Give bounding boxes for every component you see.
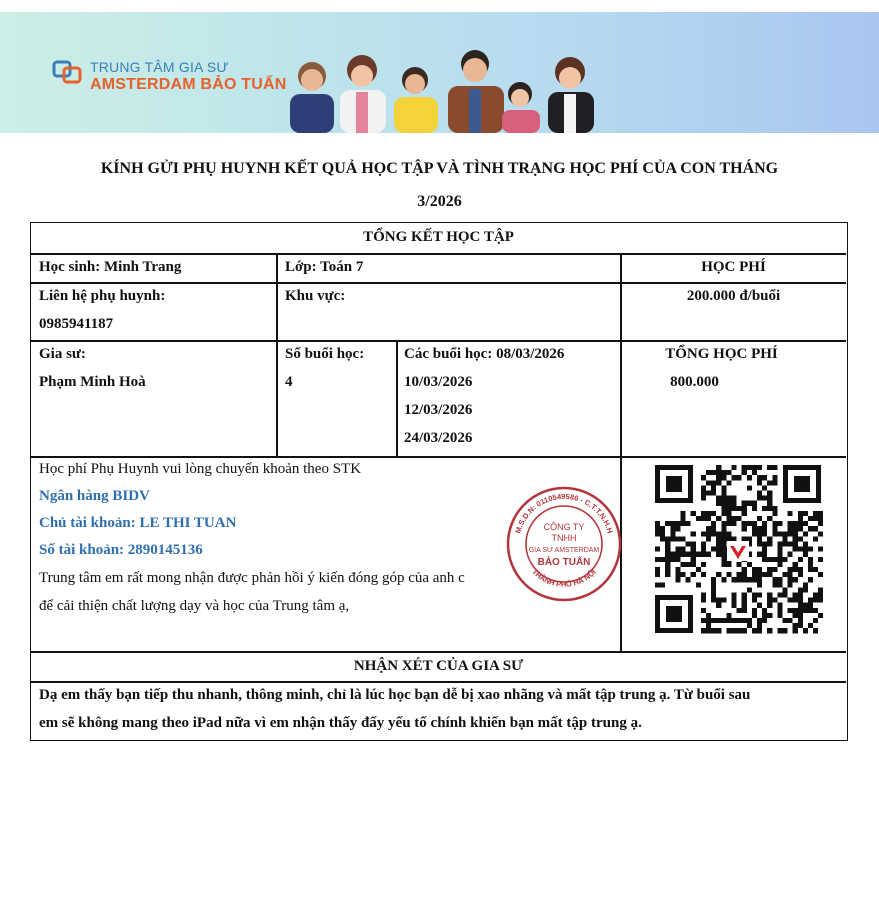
comment-title: NHẬN XÉT CỦA GIA SƯ bbox=[353, 658, 524, 674]
brand-name-top: TRUNG TÂM GIA SƯ bbox=[90, 59, 229, 75]
class-name: Lớp: Toán 7 bbox=[285, 259, 364, 275]
page-title-month: 3/2026 bbox=[417, 193, 462, 210]
session-date: 10/03/2026 bbox=[404, 374, 473, 390]
tutor-label: Gia sư: bbox=[39, 346, 86, 362]
sessions-dates-label: Các buổi học: 08/03/2026 bbox=[404, 346, 565, 362]
qr-code bbox=[653, 463, 823, 635]
tutor-name: Phạm Minh Hoà bbox=[39, 374, 146, 390]
svg-text:THÀNH PHỐ HÀ NỘI: THÀNH PHỐ HÀ NỘI bbox=[530, 567, 598, 589]
header-banner bbox=[0, 12, 879, 133]
total-fee-header: TỔNG HỌC PHÍ bbox=[665, 346, 778, 362]
session-date: 24/03/2026 bbox=[404, 430, 473, 446]
parent-contact-label: Liên hệ phụ huynh: bbox=[39, 288, 166, 304]
svg-text:M.S.D.N: 0110549586 - C.T.T.N.: M.S.D.N: 0110549586 - C.T.T.N.H.H bbox=[513, 491, 615, 535]
page-title: KÍNH GỬI PHỤ HUYNH KẾT QUẢ HỌC TẬP VÀ TÌNH TRẠNG HỌC PHÍ CỦA CON THÁNG bbox=[100, 160, 779, 177]
section-title: TỔNG KẾT HỌC TẬP bbox=[363, 229, 514, 245]
tutor-comment-line2: em sẽ không mang theo iPad nữa vì em nhận thấy đấy yếu tố chính khiến bạn mất tập trung ạ. bbox=[39, 715, 642, 731]
tutor-comment-line1: Dạ em thấy bạn tiếp thu nhanh, thông minh, chỉ là lúc học bạn dễ bị xao nhãng và mất tập trung ạ. Từ buổi sau bbox=[39, 687, 751, 703]
parent-contact-value: 0985941187 bbox=[39, 316, 114, 332]
svg-text:BẢO TUẤN: BẢO TUẤN bbox=[537, 557, 591, 568]
brand-name-bottom: AMSTERDAM BẢO TUẤN bbox=[90, 76, 287, 93]
sessions-count-label: Số buổi học: bbox=[285, 346, 365, 362]
fee-value: 200.000 đ/buổi bbox=[686, 288, 781, 304]
brand-logo-icon bbox=[52, 59, 84, 85]
session-date: 12/03/2026 bbox=[404, 402, 473, 418]
svg-text:GIA SƯ AMSTERDAM: GIA SƯ AMSTERDAM bbox=[528, 547, 600, 554]
feedback-request: Trung tâm em rất mong nhận được phản hồi ý kiến đóng góp của anh c bbox=[39, 570, 465, 586]
company-stamp bbox=[505, 485, 623, 603]
bank-name: Ngân hàng BIDV bbox=[39, 488, 150, 504]
payment-intro: Học phí Phụ Huynh vui lòng chuyển khoản theo STK bbox=[39, 461, 362, 477]
svg-text:CÔNG TY: CÔNG TY bbox=[543, 522, 585, 532]
fee-header: HỌC PHÍ bbox=[701, 259, 766, 275]
account-holder: Chủ tài khoản: LE THI TUAN bbox=[39, 515, 237, 531]
student-name: Học sinh: Minh Trang bbox=[39, 259, 182, 275]
report-table bbox=[30, 222, 848, 741]
feedback-request-cont: để cải thiện chất lượng dạy và học của Trung tâm ạ, bbox=[39, 598, 350, 614]
area-label: Khu vực: bbox=[285, 288, 346, 304]
account-number: Số tài khoản: 2890145136 bbox=[39, 542, 203, 558]
family-photo bbox=[270, 34, 610, 133]
total-fee-value: 800.000 bbox=[670, 374, 719, 390]
svg-text:TNHH: TNHH bbox=[551, 533, 577, 543]
sessions-count-value: 4 bbox=[285, 374, 293, 390]
